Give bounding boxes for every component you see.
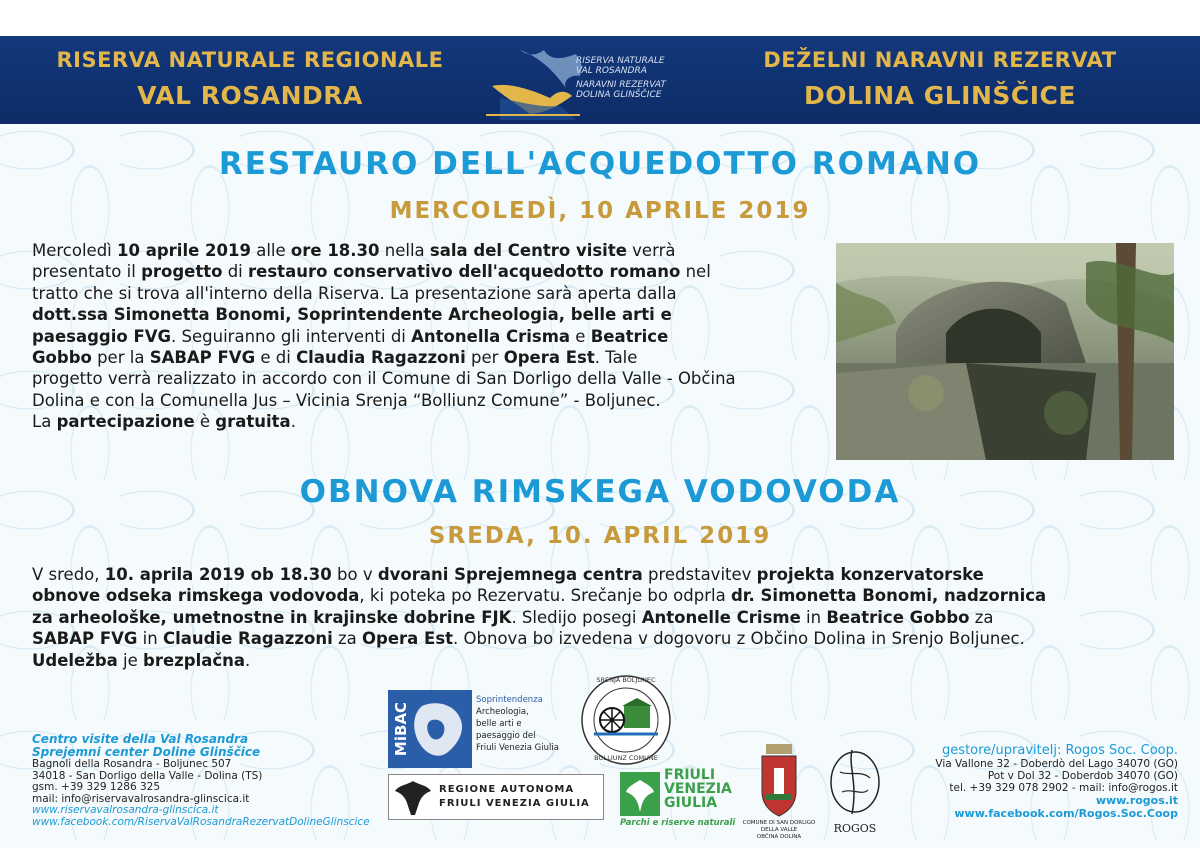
- mibac-text-block: [476, 694, 559, 754]
- text-run: di: [222, 262, 249, 282]
- fvg-line-2: VENEZIA: [664, 781, 732, 797]
- bold-run: Antonella Crisma: [411, 326, 571, 346]
- fvg-line-3: GIULIA: [664, 795, 718, 811]
- bold-run: partecipazione: [56, 412, 195, 432]
- it-title: RESTAURO DELL'ACQUEDOTTO ROMANO: [218, 146, 982, 182]
- srenja-logo: [578, 672, 674, 768]
- visitor-centre-facebook-link[interactable]: www.facebook.com/RiservaValRosandraRezervatDolineGlinscice: [32, 815, 370, 828]
- logo-caption-3: NARAVNI REZERVAT: [576, 80, 666, 90]
- bold-run: dr. Simonetta Bonomi, nadzornica: [730, 586, 1047, 606]
- visitor-centre-address-2: 34018 - San Dorligo della Valle - Dolina (TS): [32, 769, 263, 782]
- text-run: . Seguiranno gli interventi di: [171, 326, 412, 346]
- text-run: . Obnova bo izvedena v dogovoru z Občino Dolina in Srenjo Boljunec.: [453, 629, 1025, 649]
- text-run: predstavitev: [642, 565, 757, 584]
- srenja-top-text: SRENJA BOLJUNEC: [596, 676, 656, 684]
- text-run: je: [117, 650, 144, 670]
- text-run: .: [290, 412, 296, 432]
- text-run: e di: [255, 348, 297, 368]
- text-run: per: [465, 348, 504, 368]
- logo-caption-1: RISERVA NATURALE: [576, 56, 665, 66]
- fvg-tagline: Parchi e riserve naturali: [620, 818, 736, 828]
- comune-text-1: COMUNE DI SAN DORLIGO: [742, 820, 816, 826]
- bold-run: Beatrice: [590, 326, 669, 346]
- bold-run: paesaggio FVG: [32, 326, 172, 346]
- visitor-centre-web-link[interactable]: www.riservavalrosandra-glinscica.it: [32, 804, 219, 816]
- sl-title: OBNOVA RIMSKEGA VODOVODA: [299, 474, 901, 510]
- text-run: alle: [250, 241, 291, 260]
- text-run: . Tale: [594, 348, 638, 368]
- text-run: in: [800, 607, 827, 627]
- text-run: in: [137, 629, 163, 649]
- text-run: .: [245, 650, 251, 670]
- bold-run: Opera Est: [503, 348, 595, 368]
- bold-run: za arheološke, umetnostne in krajinske dobrine FJK: [32, 607, 512, 627]
- text-run: per la: [91, 348, 150, 368]
- bold-run: obnove odseka rimskega vodovoda: [32, 586, 360, 606]
- sl-body: [32, 564, 1182, 671]
- text-run: nel: [680, 262, 711, 282]
- header-left: [30, 44, 470, 116]
- bold-run: progetto: [141, 262, 223, 282]
- regione-line-2: FRIULI VENEZIA GIULIA: [439, 798, 590, 809]
- visitor-centre-address-1: Bagnoli della Rosandra - Boljunec 507: [32, 758, 232, 770]
- rogos-emblem-icon: [822, 742, 888, 818]
- logo-caption-4: DOLINA GLINŠČICE: [576, 90, 662, 100]
- text-run: è: [194, 412, 216, 432]
- text-run: , ki poteka po Rezervatu. Srečanje bo odprla: [359, 586, 731, 606]
- bold-run: Claudie Ragazzoni: [162, 629, 333, 649]
- mibac-text-4: paesaggio del: [476, 731, 536, 741]
- visitor-centre-title-sl: Sprejemni center Doline Glinščice: [32, 745, 261, 759]
- manager-web-link[interactable]: www.rogos.it: [1095, 794, 1178, 807]
- mibac-vertical-text: MiBAC: [392, 701, 410, 757]
- mibac-text-1: Soprintendenza: [476, 695, 543, 705]
- text-run: presentato il: [32, 262, 142, 282]
- header-right: [720, 44, 1160, 116]
- aqueduct-photo-image: [836, 243, 1174, 460]
- text-run: nella: [379, 241, 430, 260]
- text-run: La: [32, 412, 57, 432]
- footer-right: [858, 743, 1178, 820]
- visitor-centre-gsm: gsm. +39 329 1286 325: [32, 781, 161, 793]
- regione-fvg-logo: [388, 774, 604, 820]
- bold-run: dott.ssa Simonetta Bonomi, Soprintendente Archeologia, belle arti e: [32, 305, 672, 325]
- header-right-line1: DEŽELNI NARAVNI REZERVAT: [763, 48, 1117, 72]
- srenja-bottom-text: BOLLIUNZ COMUNE: [594, 754, 658, 762]
- bold-run: Antonelle Crisme: [641, 607, 801, 627]
- fvg-eagle-icon: [620, 772, 660, 816]
- it-date: MERCOLEDÌ, 10 APRILE 2019: [389, 198, 811, 224]
- bold-run: SABAP FVG: [149, 348, 256, 368]
- manager-line: gestore/upravitelj: Rogos Soc. Coop.: [942, 743, 1178, 758]
- bold-run: restauro conservativo dell'acquedotto romano: [248, 262, 681, 282]
- manager-facebook-link[interactable]: www.facebook.com/Rogos.Soc.Coop: [954, 807, 1178, 820]
- header-left-line2: VAL ROSANDRA: [137, 81, 363, 110]
- text-run: za: [332, 629, 363, 649]
- mibac-text-3: belle arti e: [476, 719, 522, 729]
- header-right-line2: DOLINA GLINŠČICE: [804, 81, 1076, 110]
- bold-run: Udeležba: [32, 650, 118, 670]
- mibac-logo: [388, 690, 568, 768]
- bold-run: 10 aprile 2019: [117, 241, 251, 260]
- fvg-line-1: FRIULI: [664, 767, 716, 783]
- text-run: Mercoledì: [32, 241, 118, 260]
- comune-text-3: OBČINA DOLINA: [756, 834, 802, 840]
- bold-run: ore 18.30: [290, 241, 380, 260]
- text-run: tratto che si trova all'interno della Riserva. La presentazione sarà aperta dalla: [32, 283, 677, 303]
- text-run: za: [969, 607, 994, 627]
- header-banner: [0, 36, 1200, 124]
- bold-run: projekta konzervatorske: [756, 565, 984, 584]
- manager-contact: tel. +39 329 078 2902 - mail: info@rogos.it: [949, 782, 1178, 794]
- rogos-logo: [822, 742, 888, 838]
- reserve-logo: [480, 36, 720, 124]
- aqueduct-photo: [836, 243, 1174, 460]
- bold-run: SABAP FVG: [32, 629, 138, 649]
- sl-date: SREDA, 10. APRIL 2019: [428, 523, 772, 549]
- logo-caption-2: VAL ROSANDRA: [576, 66, 647, 76]
- manager-address-2: Pot v Dol 32 - Doberdob 34070 (GO): [987, 770, 1178, 782]
- bold-run: Gobbo: [32, 348, 92, 368]
- bold-run: 10. aprila 2019 ob 18.30: [104, 565, 332, 584]
- rogos-name: ROGOS: [833, 822, 877, 835]
- text-run: verrà: [626, 241, 676, 260]
- text-run: progetto verrà realizzato in accordo con il Comune di San Dorligo della Valle - Občina: [32, 369, 736, 389]
- header-left-line1: RISERVA NATURALE REGIONALE: [56, 48, 444, 72]
- text-run: . Sledijo posegi: [511, 607, 642, 627]
- text-run: V sredo,: [32, 565, 105, 584]
- visitor-centre-mail: mail: info@riservavalrosandra-glinscica.it: [32, 792, 250, 805]
- text-run: Dolina e con la Comunella Jus – Vicinia Srenja “Bolliunz Comune” - Boljunec.: [32, 390, 661, 410]
- mibac-emblem: [388, 690, 472, 768]
- coat-of-arms-icon: [744, 742, 814, 820]
- bold-run: Beatrice Gobbo: [826, 607, 970, 627]
- bold-run: Claudia Ragazzoni: [296, 348, 466, 368]
- bold-run: dvorani Sprejemnega centra: [377, 565, 643, 584]
- regione-line-1: REGIONE AUTONOMA: [439, 784, 575, 795]
- footer-left: [32, 733, 372, 828]
- bold-run: Opera Est: [362, 629, 454, 649]
- visitor-centre-title-it: Centro visite della Val Rosandra: [32, 732, 249, 746]
- bold-run: gratuita: [215, 412, 291, 432]
- eagle-icon: [393, 775, 433, 819]
- bold-run: sala del Centro visite: [429, 241, 627, 260]
- text-run: e: [570, 326, 591, 346]
- bold-run: brezplačna: [143, 650, 246, 670]
- it-body: [32, 240, 832, 433]
- comune-logo: [744, 742, 814, 846]
- comune-text-2: DELLA VALLE: [760, 827, 798, 833]
- mibac-text-2: Archeologia,: [476, 707, 529, 717]
- fvg-parks-emblem: [620, 772, 660, 816]
- fvg-parks-logo: [620, 768, 740, 832]
- manager-address-1: Via Vallone 32 - Doberdò del Lago 34070 (GO): [935, 758, 1178, 770]
- text-run: bo v: [331, 565, 378, 584]
- mibac-text-5: Friuli Venezia Giulia: [476, 743, 559, 753]
